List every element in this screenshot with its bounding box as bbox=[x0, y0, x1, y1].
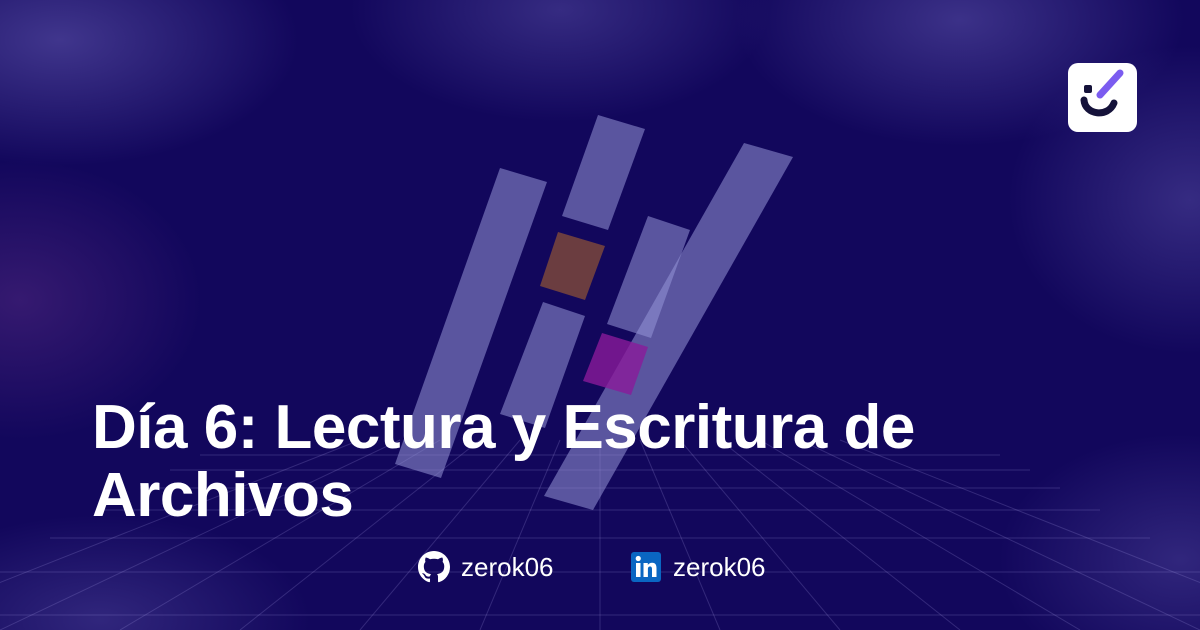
linkedin-link[interactable] bbox=[630, 550, 766, 584]
post-title: Día 6: Lectura y Escritura de Archivos bbox=[92, 393, 915, 530]
linkedin-username: zerok06 bbox=[673, 551, 766, 582]
github-icon bbox=[418, 551, 450, 583]
github-link[interactable] bbox=[418, 550, 554, 584]
smile-check-icon bbox=[1068, 63, 1137, 132]
linkedin-icon bbox=[630, 551, 662, 583]
app-icon[interactable] bbox=[1068, 63, 1137, 132]
github-username: zerok06 bbox=[461, 551, 554, 582]
